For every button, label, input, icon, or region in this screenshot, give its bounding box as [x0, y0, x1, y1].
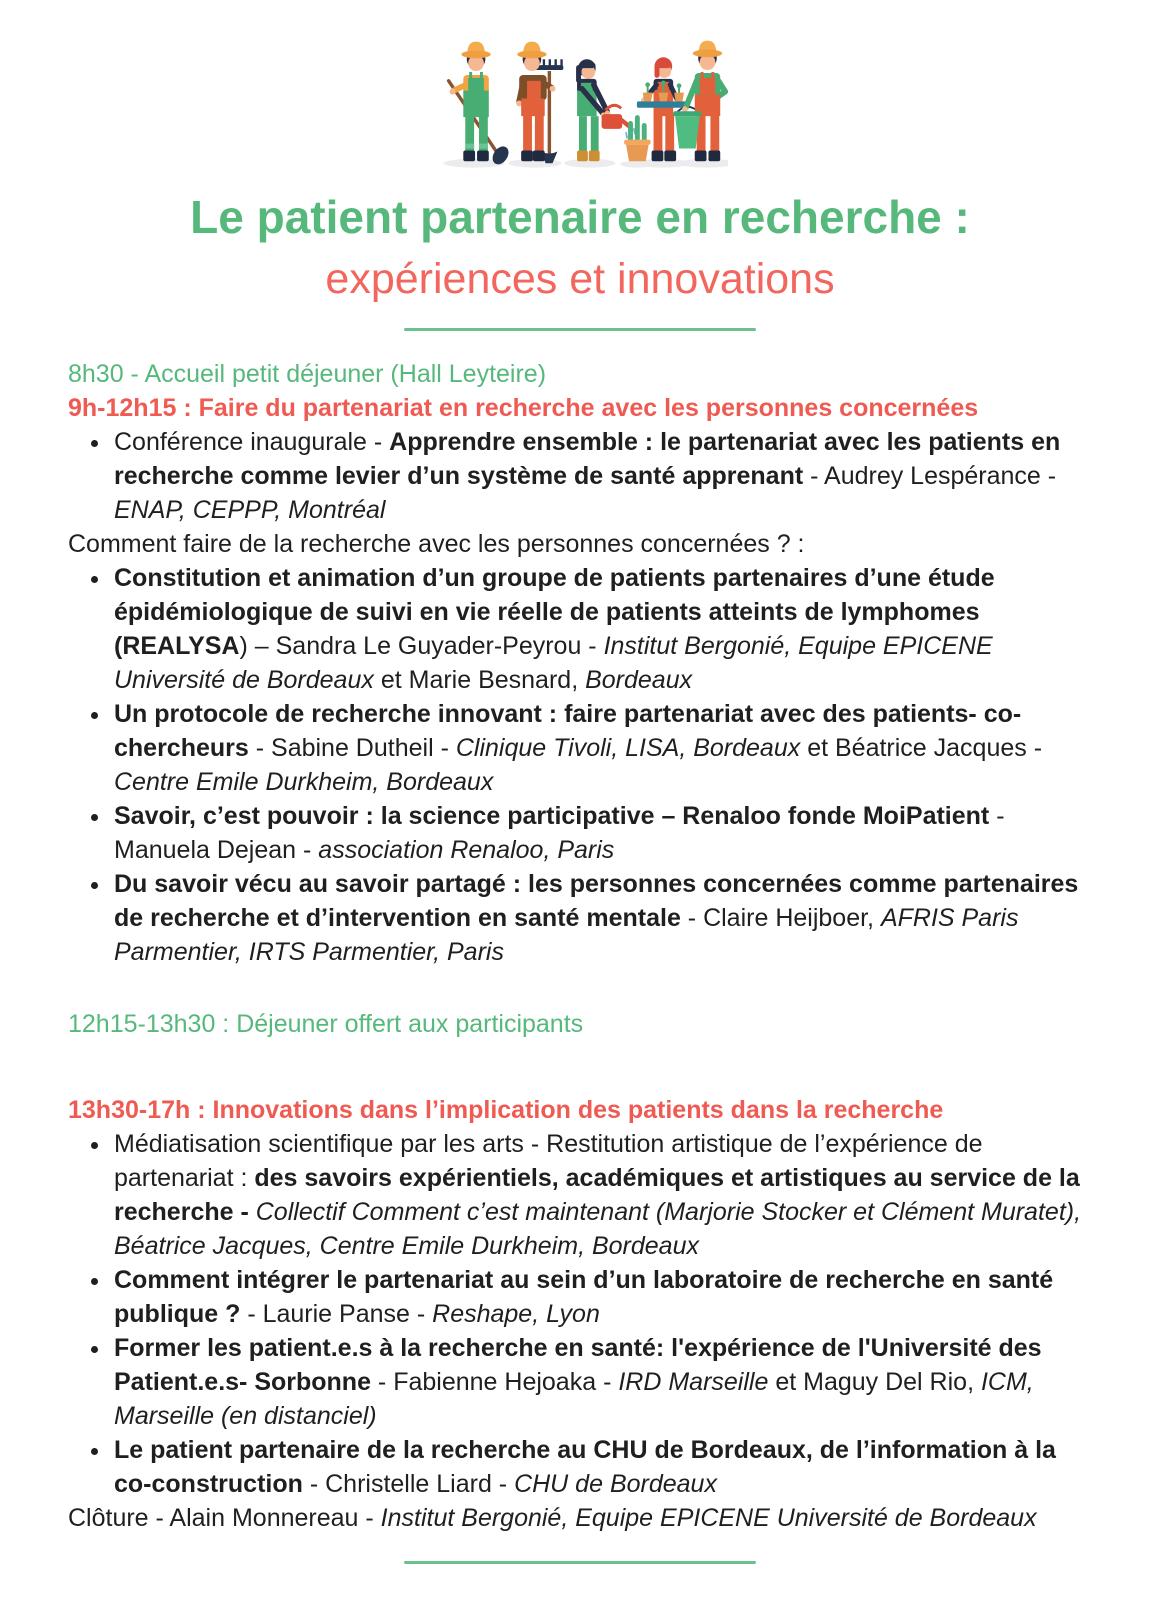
text-segment: et Maguy Del Rio,	[768, 1368, 981, 1396]
text-segment: Comment faire de la recherche avec les personnes concernées ? :	[68, 530, 805, 558]
session-morning-heading: 9h-12h15 : Faire du partenariat en recherche avec les personnes concernées	[68, 394, 979, 422]
potted-plant	[624, 115, 650, 161]
talk-item-savoir-pouvoir	[112, 799, 1092, 867]
text-segment: Un protocole de recherche innovant : faire partenariat avec des patients- co-chercheurs	[114, 700, 1022, 762]
afternoon-talks-list	[68, 1127, 1092, 1501]
title-divider	[404, 328, 756, 331]
page-subtitle: expériences et innovations	[325, 255, 835, 303]
intro-line	[68, 527, 1092, 561]
text-segment: IRD Marseille	[618, 1368, 769, 1396]
talk-item-protocole	[112, 697, 1092, 799]
program-flyer	[0, 22, 1160, 1620]
text-segment: ENAP, CEPPP, Montréal	[114, 496, 386, 524]
text-segment: Clinique Tivoli, LISA, Bordeaux	[455, 734, 801, 762]
talk-item-chu	[112, 1433, 1092, 1501]
talk-item-inaugural	[112, 425, 1092, 527]
text-segment: ) – Sandra Le Guyader-Peyrou -	[239, 632, 604, 660]
talk-item-mediatisation	[112, 1127, 1092, 1263]
text-segment: - Audrey Lespérance -	[803, 462, 1057, 490]
morning-talks-list-2	[68, 561, 1092, 969]
text-segment: Former les patient.e.s à la recherche en santé: l'expérience de l'Université des Patient.e.s- Sorbonne	[114, 1334, 1042, 1396]
text-segment: et Béatrice Jacques -	[800, 734, 1043, 762]
text-segment: CHU de Bordeaux	[514, 1470, 717, 1498]
text-segment: Bordeaux	[585, 666, 693, 694]
schedule-lunch: 12h15-13h30 : Déjeuner offert aux participants	[68, 1010, 584, 1038]
text-segment: ICM, Marseille (en distanciel)	[114, 1368, 1034, 1430]
closing-line	[68, 1501, 1092, 1535]
gardeners-illustration-svg	[432, 22, 728, 174]
text-segment: - Manuela Dejean -	[114, 802, 1005, 864]
text-segment: Médiatisation scientifique par les arts - Restitution artistique de l’expérience de partenariat :	[114, 1130, 983, 1192]
gardener-rake	[516, 42, 563, 164]
text-segment: des savoirs expérientiels, académiques et artistiques au service de la recherche -	[114, 1164, 1080, 1226]
talk-item-savoir-vecu	[112, 867, 1092, 969]
text-segment: - Christelle Liard -	[302, 1470, 515, 1498]
text-segment: - Fabienne Hejoaka -	[370, 1368, 619, 1396]
page-title: Le patient partenaire en recherche :	[190, 191, 970, 243]
talk-item-former	[112, 1331, 1092, 1433]
text-segment: Centre Emile Durkheim, Bordeaux	[114, 768, 494, 796]
text-segment: Clôture - Alain Monnereau -	[68, 1504, 381, 1532]
schedule-breakfast: 8h30 - Accueil petit déjeuner (Hall Leyteire)	[68, 360, 547, 388]
talk-item-realysa	[112, 561, 1092, 697]
morning-talks-list-1	[68, 425, 1092, 527]
footer-divider	[404, 1561, 756, 1564]
text-segment: association Renaloo, Paris	[318, 836, 615, 864]
text-segment: AFRIS Paris Parmentier, IRTS Parmentier, Paris	[114, 904, 1019, 966]
text-segment: - Laurie Panse -	[240, 1300, 433, 1328]
text-segment: Du savoir vécu au savoir partagé : les personnes concernées comme partenaires de recherche et d’intervention en santé mentale	[114, 870, 1079, 932]
text-segment: Savoir, c’est pouvoir : la science participative – Renaloo fonde MoiPatient	[114, 802, 990, 830]
text-segment: Apprendre ensemble : le partenariat avec les patients en recherche comme levier d’un système de santé apprenant	[114, 428, 1061, 490]
flyer-header	[68, 22, 1092, 331]
talk-item-integrer	[112, 1263, 1092, 1331]
text-segment: Collectif Comment c’est maintenant (Marjorie Stocker et Clément Muratet), Béatrice Jacques, Centre Emile Durkheim, Bordeaux	[114, 1198, 1082, 1260]
gardener-watering	[576, 59, 635, 161]
text-segment: Reshape, Lyon	[432, 1300, 600, 1328]
text-segment: Comment intégrer le partenariat au sein d’un laboratoire de recherche en santé publique ?	[114, 1266, 1054, 1328]
text-segment: et Marie Besnard,	[373, 666, 586, 694]
gardeners-illustration	[432, 22, 728, 174]
text-segment: - Claire Heijboer,	[680, 904, 881, 932]
text-segment: Constitution et animation d’un groupe de patients partenaires d’une étude épidémiologique de suivi en vie réelle de patients atteints de lymphomes (REALYSA	[114, 564, 995, 660]
program-content	[68, 357, 1092, 1564]
gardener-shovel	[449, 42, 512, 168]
session-afternoon-heading: 13h30-17h : Innovations dans l’implication des patients dans la recherche	[68, 1096, 944, 1124]
text-segment: - Sabine Dutheil -	[248, 734, 456, 762]
text-segment: Conférence inaugurale -	[114, 428, 390, 456]
text-segment: Le patient partenaire de la recherche au CHU de Bordeaux, de l’information à la co-construction	[114, 1436, 1056, 1498]
text-segment: Institut Bergonié, Equipe EPICENE Université de Bordeaux	[380, 1504, 1037, 1532]
text-segment: Institut Bergonié, Equipe EPICENE Université de Bordeaux	[114, 632, 993, 694]
